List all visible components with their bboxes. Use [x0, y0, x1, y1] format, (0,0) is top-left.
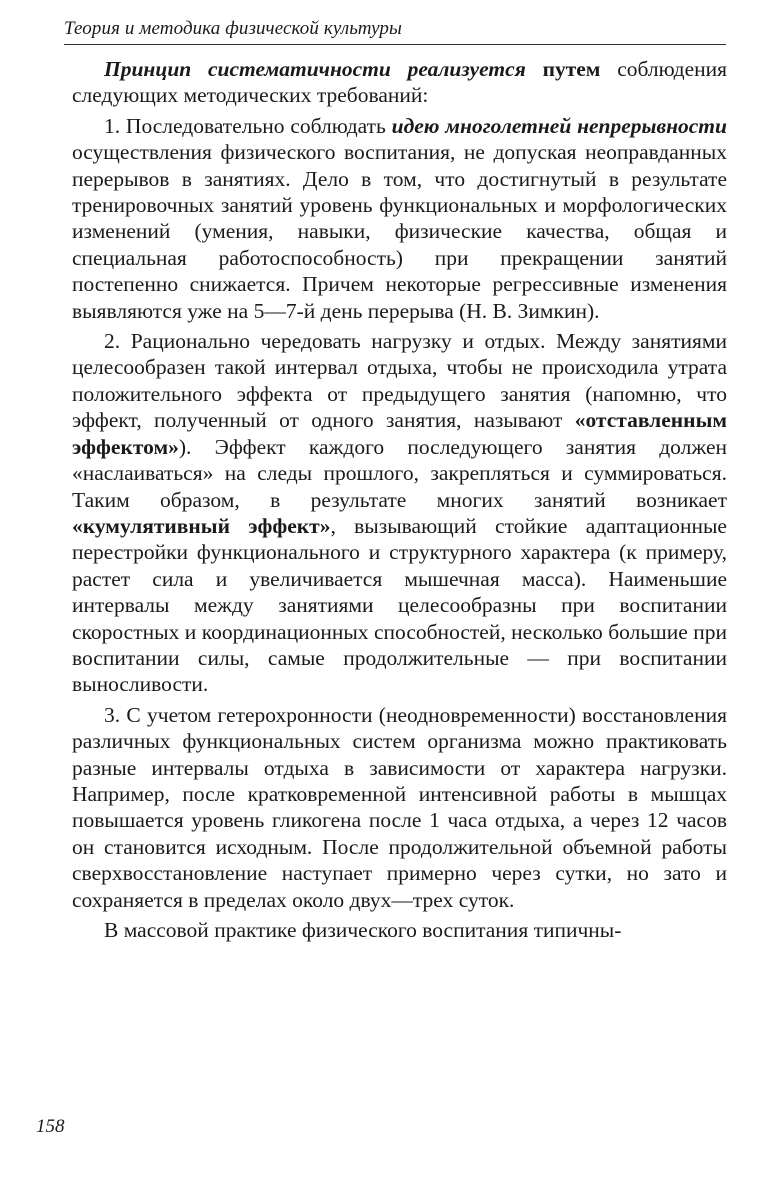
principle-lead: Принцип систематичности реализуется [104, 57, 526, 81]
paragraph-1-post: осуществления физического воспитания, не допуская неоправданных перерывов в занятиях. Дело в том, что достигнутый в результате тренировочных занятий уровень функциональных и морфологических изменений (умения, навыки, физические качества, общая и специальная работоспособность) при прекращении занятий постепенно снижается. Причем некоторые регрессивные изменения выявляются уже на 5—7-й день перерыва (Н. В. Зимкин). [72, 140, 727, 323]
paragraph-intro [72, 56, 727, 109]
paragraph-4: В массовой практике физического воспитания типичны- [104, 918, 622, 942]
paragraph-2 [72, 328, 727, 698]
term-cumulative-effect: «кумулятивный эффект» [72, 513, 331, 538]
header-rule [64, 44, 726, 45]
term-delayed-effect: «отставленным эффектом» [72, 408, 727, 459]
paragraph-2-pre: 2. Рационально чередовать нагрузку и отдых. Между занятиями целесообразен такой интервал отдыха, чтобы не происходила утрата положительного эффекта от предыдущего занятия (напомню, что эффект, полученный от одного занятия, называют [72, 329, 727, 433]
running-title: Теория и методика физической культуры [64, 18, 402, 39]
paragraph-1-emphasis: идею многолетней непрерывности [391, 113, 727, 138]
paragraph-1 [72, 113, 727, 324]
paragraph-2-post: , вызывающий стойкие адаптационные перестройки функционального и структурного характера (к примеру, растет сила и увеличивается мышечная масса). Наименьшие интервалы между занятиями целесообразны при воспитании скоростных и координационных способностей, несколько большие при воспитании силы, самые продолжительные — при воспитании выносливости. [72, 513, 727, 697]
paragraph-2-mid: ). Эффект каждого последующего занятия должен «наслаиваться» на следы прошлого, закрепляться и суммироваться. Таким образом, в результате многих занятий возникает [72, 434, 727, 512]
page-number: 158 [36, 1116, 65, 1137]
paragraph-3: 3. С учетом гетерохронности (неодновременности) восстановления различных функциональных систем организма можно практиковать разные интервалы отдыха в зависимости от характера нагрузки. Например, после кратковременной интенсивной работы в мышцах повышается уровень гликогена после 1 часа отдыха, а через 12 часов он становится исходным. После продолжительной объемной работы сверхвосстановление наступает примерно через сутки, но зато и сохраняется в пределах около двух—трех суток. [72, 702, 727, 912]
paragraph-1-pre: 1. Последовательно соблюдать [104, 113, 392, 138]
page-body [72, 56, 727, 947]
principle-lead-strong: путем [542, 57, 601, 81]
paragraph-intro-rest: соблюдения следующих методических требований: [72, 57, 728, 108]
